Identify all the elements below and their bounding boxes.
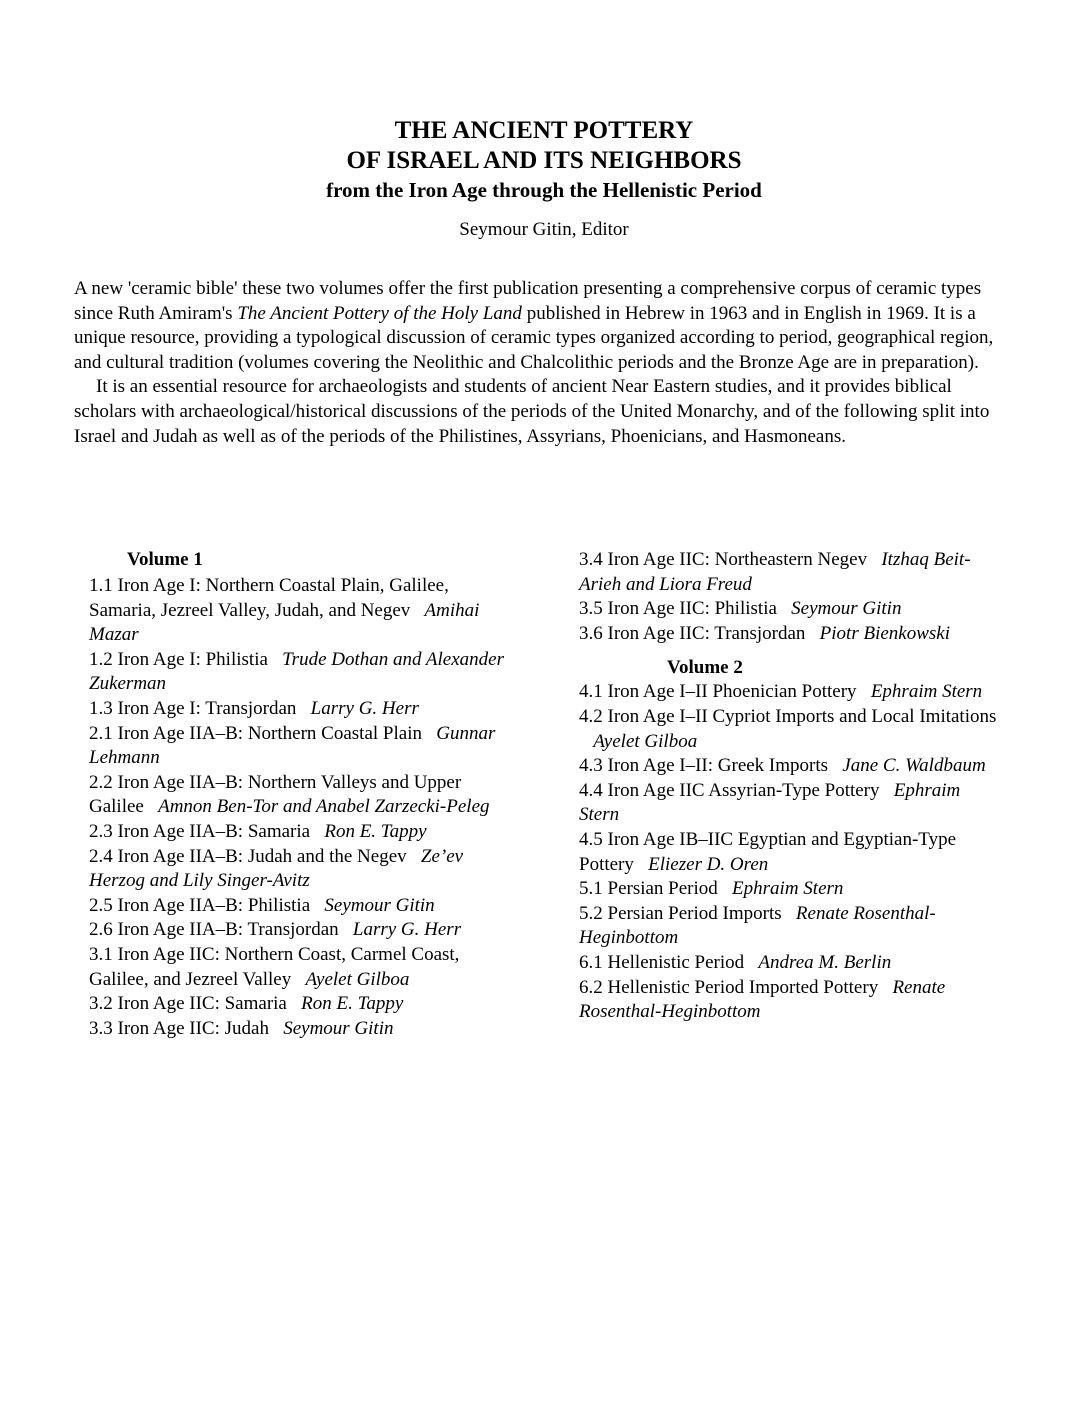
entry-author: Amihai Mazar [89,599,480,646]
entry-author: Ephraim Stern [870,681,983,703]
description-paragraph-1 [74,277,1014,375]
contents-entry [579,951,999,976]
contents-entry [89,574,509,648]
contents-entry [89,894,509,919]
entry-title: 2.6 Iron Age IIA–B: Transjordan [89,919,339,941]
title-line-2: OF ISRAEL AND ITS NEIGHBORS [346,147,742,174]
entry-author: Ron E. Tappy [301,993,404,1015]
entry-title: 5.2 Persian Period Imports [579,902,782,924]
contents-column-right [579,548,999,1025]
entry-title: 2.3 Iron Age IIA–B: Samaria [89,820,311,842]
contents-entry [89,992,509,1017]
entry-author: Trude Dothan and Alexander Zukerman [89,648,504,695]
entry-author: Gunnar Lehmann [89,722,496,769]
volume-2-list [579,680,999,1024]
title-block [0,116,1088,242]
entry-title: 2.2 Iron Age IIA–B: Northern Valleys and Upper Galilee [89,771,462,818]
description-text: A new 'ceramic bible' these two volumes offer the first publication presenting a comprehensive corpus of ceramic types since Ruth Amiram's [74,278,982,324]
contents-entry [89,771,509,820]
entry-title: 4.4 Iron Age IIC Assyrian-Type Pottery [579,779,880,801]
entry-author: Eliezer D. Oren [648,853,769,875]
description-paragraph-2: It is an essential resource for archaeologists and students of ancient Near Eastern studies, and it provides biblical scholars with archaeological/historical discussions of the periods of the United Monarchy, and of the following split into Israel and Judah as well as of the periods of the Philistines, Assyrians, Phoenicians, and Hasmoneans. [74,376,990,447]
contents-entry [579,622,999,647]
contents-entry [579,705,999,754]
entry-author: Seymour Gitin [324,894,435,916]
entry-title: 1.1 Iron Age I: Northern Coastal Plain, Galilee, Samaria, Jezreel Valley, Judah, and Negev [89,575,449,621]
entry-title: 5.1 Persian Period [579,878,718,900]
entry-author: Renate Rosenthal-Heginbottom [579,976,946,1023]
contents-entry [579,548,999,597]
entry-title: 3.4 Iron Age IIC: Northeastern Negev [579,549,868,570]
entry-author: Ephraim Stern [579,779,961,826]
contents-column-left [89,548,509,1041]
entry-author: Ephraim Stern [732,878,844,900]
entry-author: Seymour Gitin [791,598,902,620]
entry-title: 3.1 Iron Age IIC: Northern Coast, Carmel Coast, Galilee, and Jezreel Valley [89,943,460,990]
contents-entry [89,697,509,722]
volume-1-heading: Volume 1 [127,549,203,570]
entry-author: Renate Rosenthal-Heginbottom [579,902,936,949]
entry-title: 6.1 Hellenistic Period [579,951,745,973]
contents-entry [89,722,509,771]
entry-author: Ayelet Gilboa [305,968,410,990]
contents-entry [89,918,509,943]
contents-entry [579,877,999,902]
entry-title: 3.6 Iron Age IIC: Transjordan [579,622,806,644]
contents-entry [89,820,509,845]
contents-entry [579,597,999,622]
contents-entry [89,943,509,992]
entry-title: 4.3 Iron Age I–II: Greek Imports [579,755,829,777]
description-text: published in Hebrew in 1963 and in English in 1969. It is a unique resource, providing a typological discussion of ceramic types organized according to period, geographical region, and cultural tradition (volumes covering the Neolithic and Chalcolithic periods and the Bronze Age are in preparation). [74,302,994,373]
contents-entry [579,680,999,705]
entry-author: Larry G. Herr [310,697,419,719]
entry-title: 4.5 Iron Age IB–IIC Egyptian and Egyptian-Type Pottery [579,828,957,875]
entry-title: 3.3 Iron Age IIC: Judah [89,1017,269,1039]
contents-entry [579,902,999,951]
contents-entry [579,976,999,1025]
volume-1-list [89,574,509,1041]
entry-author: Amnon Ben-Tor and Anabel Zarzecki-Peleg [158,796,490,818]
entry-title: 3.5 Iron Age IIC: Philistia [579,598,777,620]
entry-author: Ron E. Tappy [324,820,427,842]
cited-book-title: The Ancient Pottery of the Holy Land [237,302,522,324]
entry-title: 4.2 Iron Age I–II Cypriot Imports and Local Imitations [579,705,997,727]
volume-1-continued-list [579,548,999,646]
entry-author: Jane C. Waldbaum [842,755,986,777]
contents-entry [89,845,509,894]
entry-title: 3.2 Iron Age IIC: Samaria [89,993,287,1015]
description [74,277,1014,449]
entry-author: Ze’ev Herzog and Lily Singer-Avitz [89,845,464,892]
contents-entry [89,1017,509,1042]
entry-title: 2.4 Iron Age IIA–B: Judah and the Negev [89,845,407,867]
contents-entry [89,648,509,697]
contents-entry [579,828,999,877]
entry-title: 6.2 Hellenistic Period Imported Pottery [579,976,879,998]
editor-credit: Seymour Gitin, Editor [459,219,629,240]
entry-title: 1.2 Iron Age I: Philistia [89,648,268,670]
entry-author: Andrea M. Berlin [758,951,892,973]
volume-2-heading: Volume 2 [667,657,743,679]
entry-title: 4.1 Iron Age I–II Phoenician Pottery [579,681,857,703]
entry-author: Piotr Bienkowski [819,622,950,644]
entry-title: 2.1 Iron Age IIA–B: Northern Coastal Plain [89,722,422,744]
entry-author: Seymour Gitin [283,1017,394,1039]
entry-title: 2.5 Iron Age IIA–B: Philistia [89,894,311,916]
subtitle: from the Iron Age through the Hellenistic Period [326,178,762,202]
entry-title: 1.3 Iron Age I: Transjordan [89,697,297,719]
entry-author: Ayelet Gilboa [593,730,698,752]
title-line-1: THE ANCIENT POTTERY [394,117,694,144]
entry-author: Larry G. Herr [352,919,462,941]
contents-entry [579,754,999,779]
entry-author: Itzhaq Beit-Arieh and Liora Freud [579,549,971,595]
contents-entry [579,779,999,828]
